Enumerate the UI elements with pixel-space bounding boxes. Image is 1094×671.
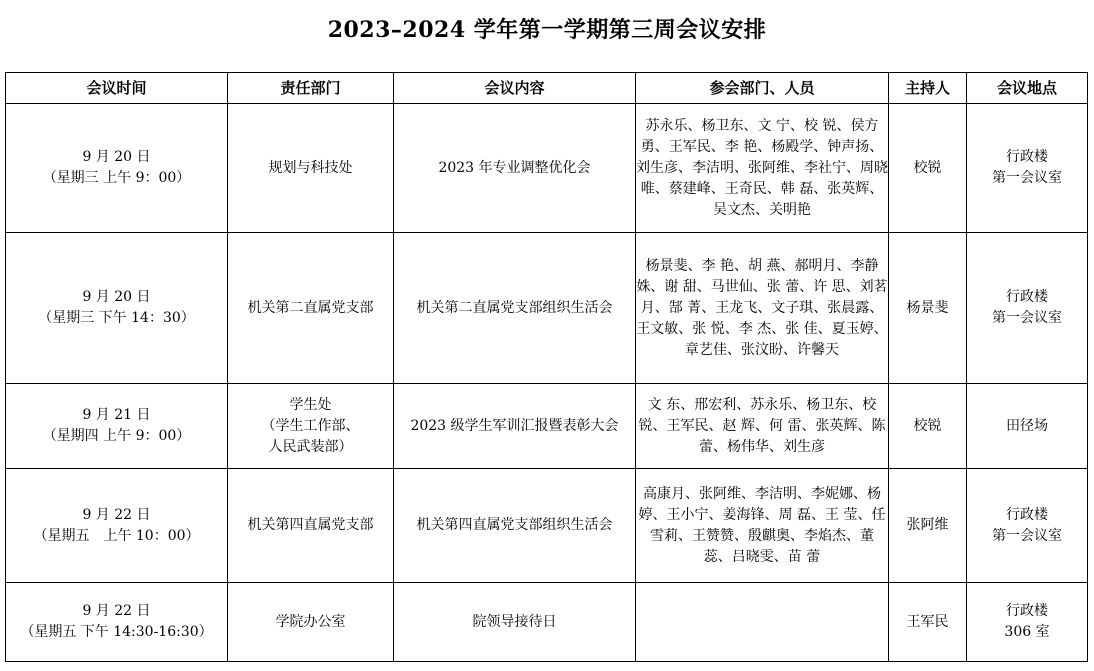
- participants-cell: 文 东、邢宏利、苏永乐、杨卫东、校 锐、王军民、赵 辉、何 雷、张英辉、陈 蕾、杨伟华、刘生彦: [636, 384, 889, 469]
- meeting-time-cell: [6, 469, 228, 583]
- meeting-date: 9 月 20 日: [82, 149, 151, 165]
- location-room: 第一会议室: [992, 310, 1062, 326]
- location-room: 306 室: [1004, 624, 1050, 640]
- table-row: [6, 104, 1088, 233]
- location-room: 第一会议室: [992, 170, 1062, 186]
- location-cell: [967, 233, 1088, 384]
- content-cell: 机关第四直属党支部组织生活会: [394, 469, 636, 583]
- location-cell: [967, 469, 1088, 583]
- content-cell: 机关第二直属党支部组织生活会: [394, 233, 636, 384]
- location-building: 田径场: [1006, 417, 1048, 434]
- host-cell: 杨景斐: [889, 233, 967, 384]
- header-participants: 参会部门、人员: [636, 73, 889, 104]
- meeting-schedule-table: [5, 72, 1088, 662]
- table-header-row: [6, 73, 1088, 104]
- meeting-time-cell: [6, 233, 228, 384]
- department-cell: [228, 583, 394, 662]
- meeting-weekday-time: （星期五 下午 14:30-16:30）: [20, 624, 213, 640]
- location-building: 行政楼: [1006, 149, 1048, 165]
- header-meeting-time: 会议时间: [6, 73, 228, 104]
- host-cell: 王军民: [889, 583, 967, 662]
- location-cell: [967, 583, 1088, 662]
- table-row: [6, 469, 1088, 583]
- meeting-date: 9 月 21 日: [82, 407, 151, 423]
- meeting-weekday-time: （星期三 下午 14：30）: [38, 310, 195, 326]
- location-cell: [967, 384, 1088, 469]
- location-building: 行政楼: [1006, 603, 1048, 619]
- department-name: 学院办公室: [275, 613, 346, 630]
- department-cell: [228, 104, 394, 233]
- meeting-date: 9 月 22 日: [82, 603, 151, 619]
- location-room: 第一会议室: [992, 527, 1062, 544]
- header-responsible-department: 责任部门: [228, 73, 394, 104]
- table-row: [6, 233, 1088, 384]
- location-cell: [967, 104, 1088, 233]
- location-building: 行政楼: [1006, 289, 1048, 305]
- host-cell: 校锐: [889, 384, 967, 469]
- content-cell: 2023 级学生军训汇报暨表彰大会: [394, 384, 636, 469]
- host-cell: 张阿维: [889, 469, 967, 583]
- department-cell: [228, 469, 394, 583]
- department-name: 机关第四直属党支部: [247, 517, 374, 533]
- header-meeting-location: 会议地点: [967, 73, 1088, 104]
- meeting-time-cell: [6, 104, 228, 233]
- meeting-time-cell: [6, 384, 228, 469]
- participants-cell: 苏永乐、杨卫东、文 宁、校 锐、侯方勇、王军民、李 艳、杨殿学、钟声扬、刘生彦、李洁明、张阿维、李社宁、周晓唯、蔡建峰、王奇民、韩 磊、张英辉、吴文杰、关明艳: [636, 104, 889, 233]
- meeting-weekday-time: （星期五 上午 10：00）: [33, 527, 200, 544]
- department-name-line-3: 人民武装部）: [268, 438, 353, 455]
- meeting-weekday-time: （星期四 上午 9：00）: [42, 428, 191, 444]
- location-building: 行政楼: [1006, 506, 1048, 523]
- header-host: 主持人: [889, 73, 967, 104]
- participants-cell: 杨景斐、李 艳、胡 燕、郝明月、李静姝、谢 甜、马世仙、张 蕾、许 思、刘茗月、郜 菁、王龙飞、文子琪、张晨露、王文敏、张 悦、李 杰、张 佳、夏玉婷、章艺佳、张汶盼、许馨天: [636, 233, 889, 384]
- department-name: 规划与科技处: [268, 159, 353, 176]
- department-name-line-2: （学生工作部、: [261, 417, 360, 434]
- department-name: 学生处: [289, 396, 332, 413]
- meeting-date: 9 月 20 日: [82, 289, 151, 305]
- department-cell: [228, 384, 394, 469]
- content-cell: 院领导接待日: [394, 583, 636, 662]
- department-cell: [228, 233, 394, 384]
- header-meeting-content: 会议内容: [394, 73, 636, 104]
- content-cell: 2023 年专业调整优化会: [394, 104, 636, 233]
- department-name: 机关第二直属党支部: [247, 299, 374, 316]
- participants-cell: 高康月、张阿维、李洁明、李妮娜、杨 婷、王小宁、姜海锋、周 磊、王 莹、任雪莉、王赞赞、殷麒奥、李焰杰、董 蕊、吕晓雯、苗 蕾: [636, 469, 889, 583]
- host-cell: 校锐: [889, 104, 967, 233]
- table-row: [6, 583, 1088, 662]
- participants-cell: [636, 583, 889, 662]
- meeting-date: 9 月 22 日: [82, 506, 151, 523]
- page-title: 2023–2024 学年第一学期第三周会议安排: [327, 17, 767, 43]
- table-row: [6, 384, 1088, 469]
- meeting-weekday-time: （星期三 上午 9：00）: [42, 170, 191, 186]
- meeting-time-cell: [6, 583, 228, 662]
